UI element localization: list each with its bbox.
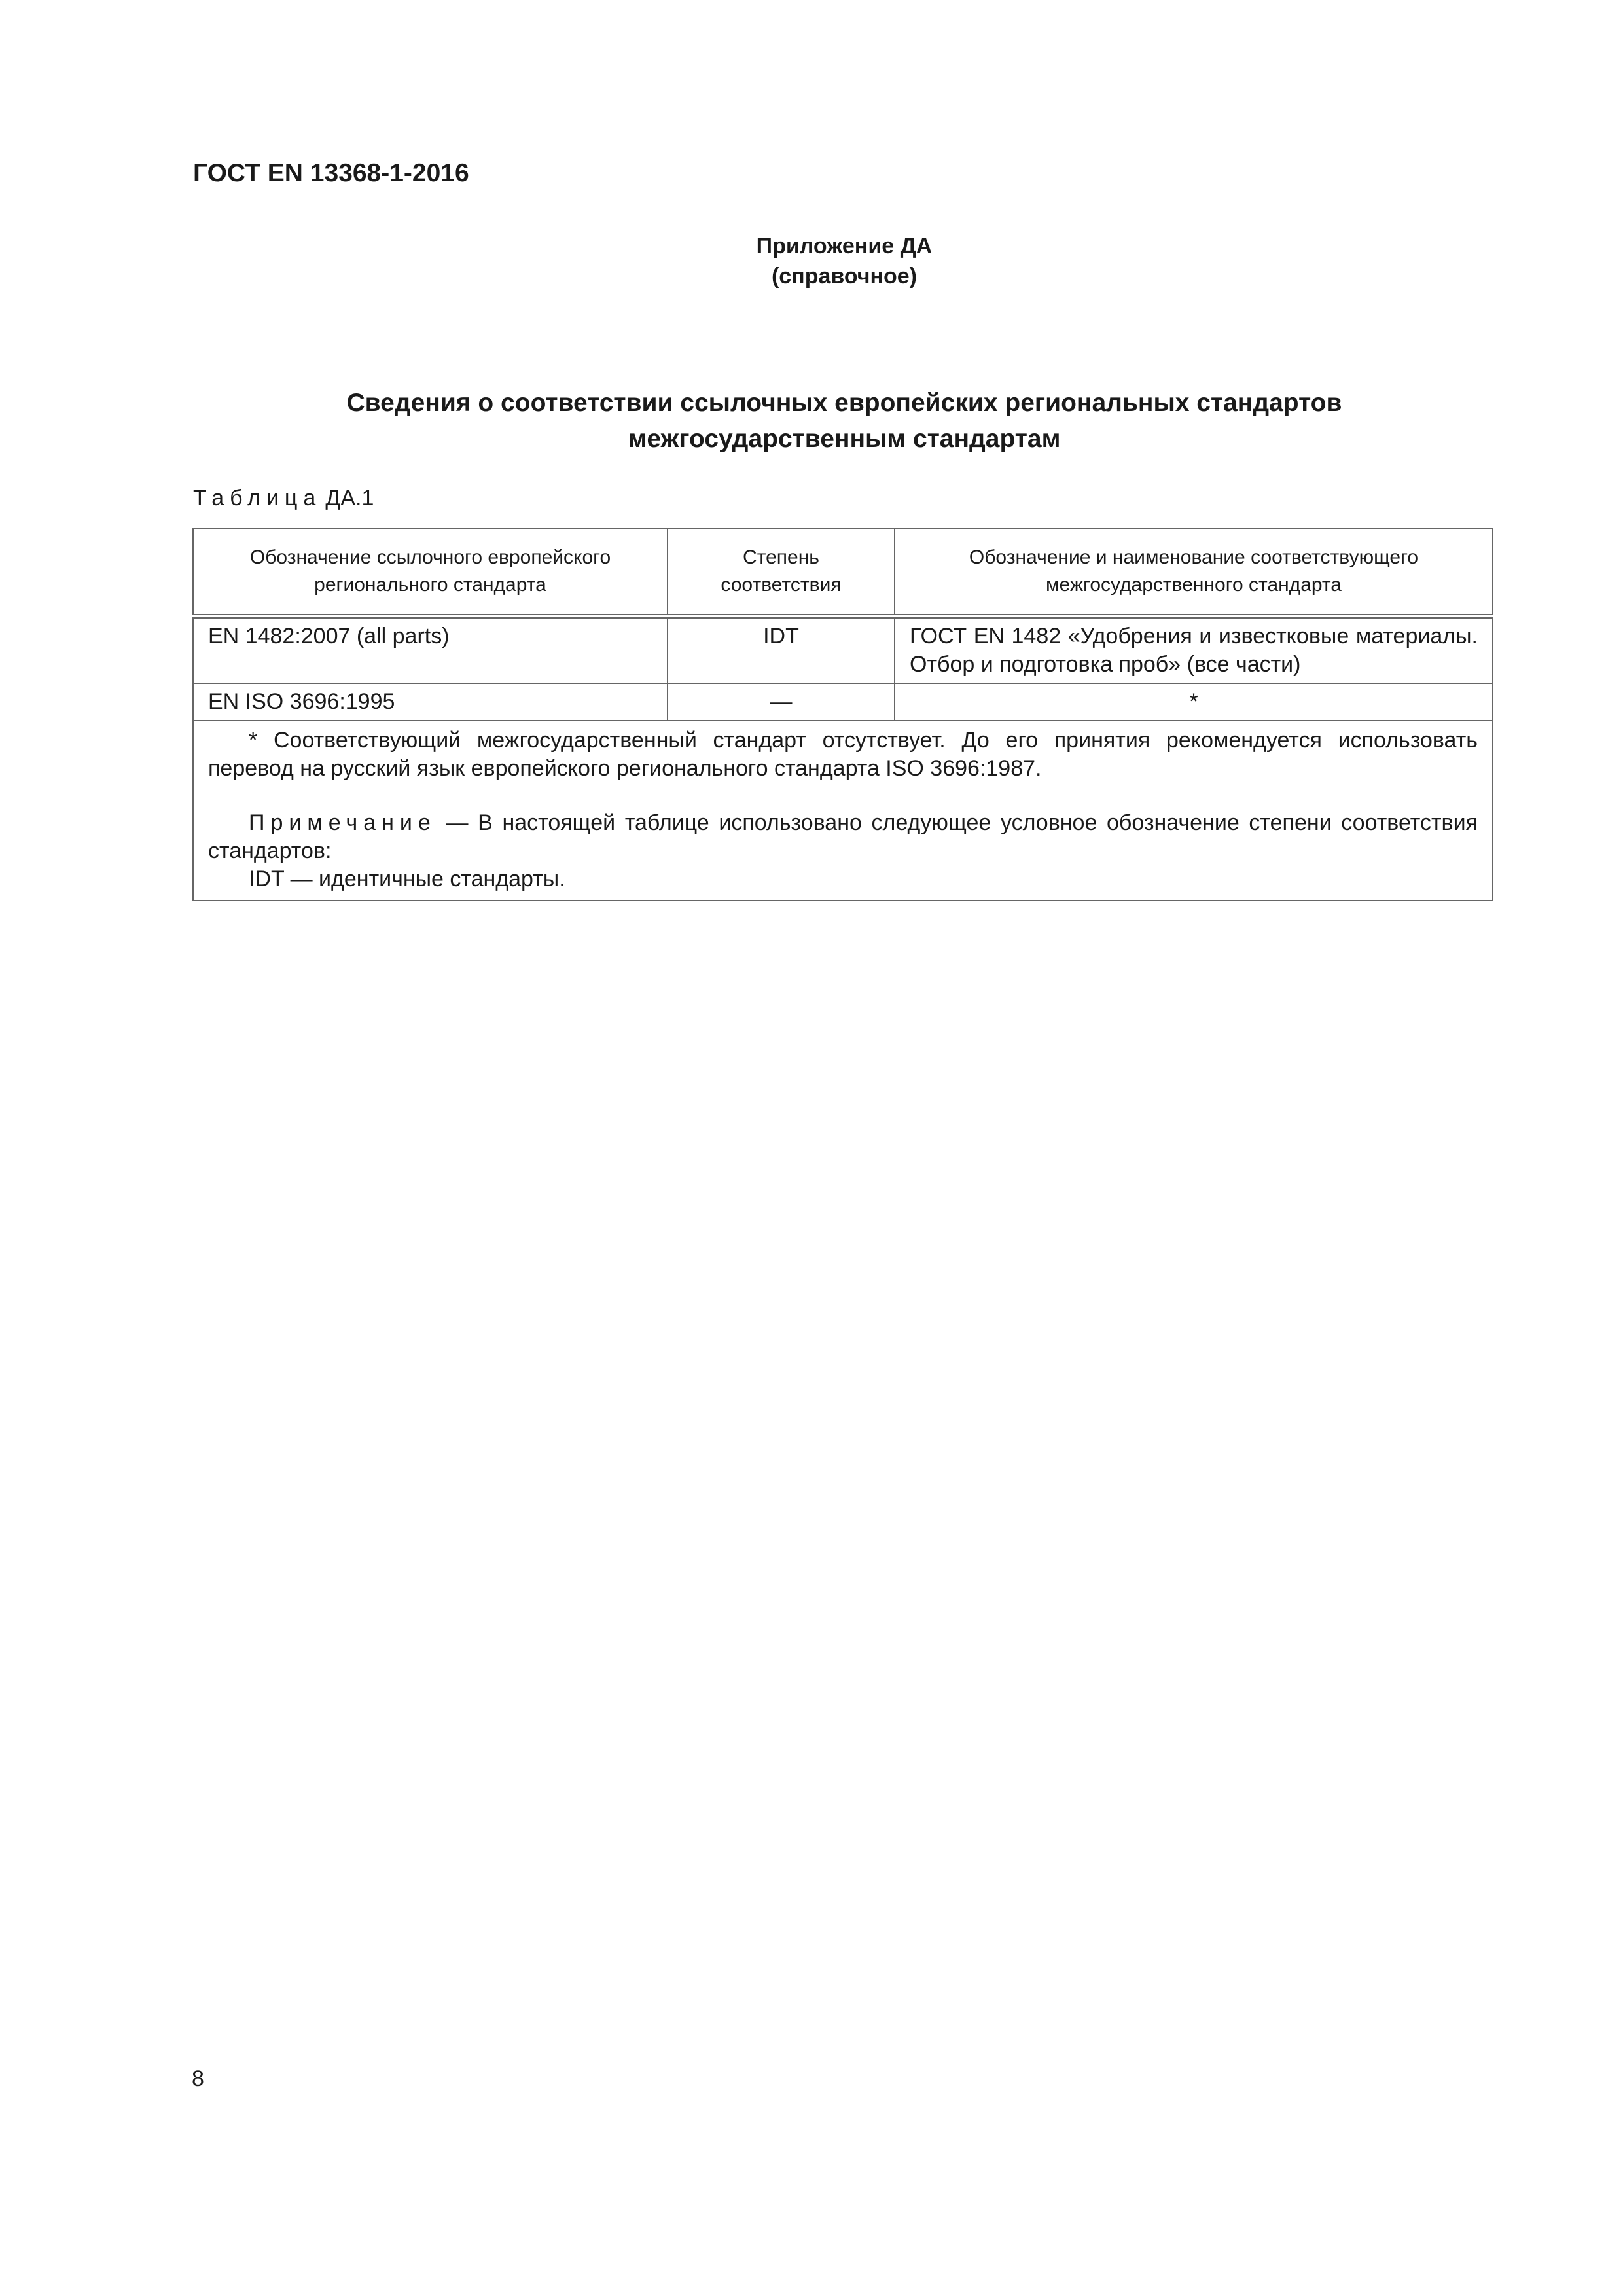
table-notes-row bbox=[193, 721, 1493, 901]
table-footnote: * Соответствующий межгосударственный стандарт отсутствует. До его принятия рекомендуется использовать перевод на русский язык европейского регионального стандарта ISO 3696:1987. bbox=[208, 728, 1478, 781]
cell-degree: IDT bbox=[668, 617, 895, 684]
table-caption-number: ДА.1 bbox=[325, 486, 374, 511]
table-notes-cell bbox=[193, 721, 1493, 901]
table-note bbox=[208, 809, 1478, 865]
header-text: межгосударственного стандарта bbox=[1046, 574, 1342, 596]
appendix-kind: (справочное) bbox=[771, 264, 918, 289]
header-text: соответствия bbox=[721, 574, 842, 596]
header-text: Обозначение и наименование соответствующего bbox=[969, 547, 1419, 568]
table-header-row bbox=[193, 528, 1493, 617]
cell-interstate-standard: ГОСТ EN 1482 «Удобрения и известковые материалы. Отбор и подготовка проб» (все части) bbox=[895, 617, 1493, 684]
header-cell-reference-standard bbox=[193, 528, 668, 617]
header-text: регионального стандарта bbox=[314, 574, 546, 596]
table-row bbox=[193, 683, 1493, 721]
cell-reference-standard: EN ISO 3696:1995 bbox=[193, 683, 668, 721]
standards-table bbox=[192, 528, 1493, 901]
note-idt-definition: IDT — идентичные стандарты. bbox=[249, 867, 565, 891]
header-text: Степень bbox=[743, 547, 819, 568]
section-title-line-2: межгосударственным стандартам bbox=[628, 425, 1061, 453]
table-row bbox=[193, 617, 1493, 684]
note-text: — В настоящей таблице использовано следующее условное обозначение степени соответствия стандартов: bbox=[208, 810, 1478, 863]
table-caption-word: Таблица bbox=[193, 486, 322, 511]
cell-degree: — bbox=[668, 683, 895, 721]
note-word: Примечание bbox=[249, 810, 437, 835]
table-caption bbox=[193, 486, 374, 511]
appendix-heading bbox=[0, 231, 1623, 291]
header-cell-interstate-standard bbox=[895, 528, 1493, 617]
document-code: ГОСТ EN 13368-1-2016 bbox=[193, 159, 469, 187]
header-text: Обозначение ссылочного европейского bbox=[249, 547, 611, 568]
page-number: 8 bbox=[192, 2066, 204, 2091]
cell-interstate-standard: * bbox=[895, 683, 1493, 721]
appendix-title: Приложение ДА bbox=[756, 234, 933, 259]
section-title bbox=[0, 385, 1623, 457]
cell-reference-standard: EN 1482:2007 (all parts) bbox=[193, 617, 668, 684]
section-title-line-1: Сведения о соответствии ссылочных европейских региональных стандартов bbox=[346, 389, 1342, 417]
header-cell-degree bbox=[668, 528, 895, 617]
